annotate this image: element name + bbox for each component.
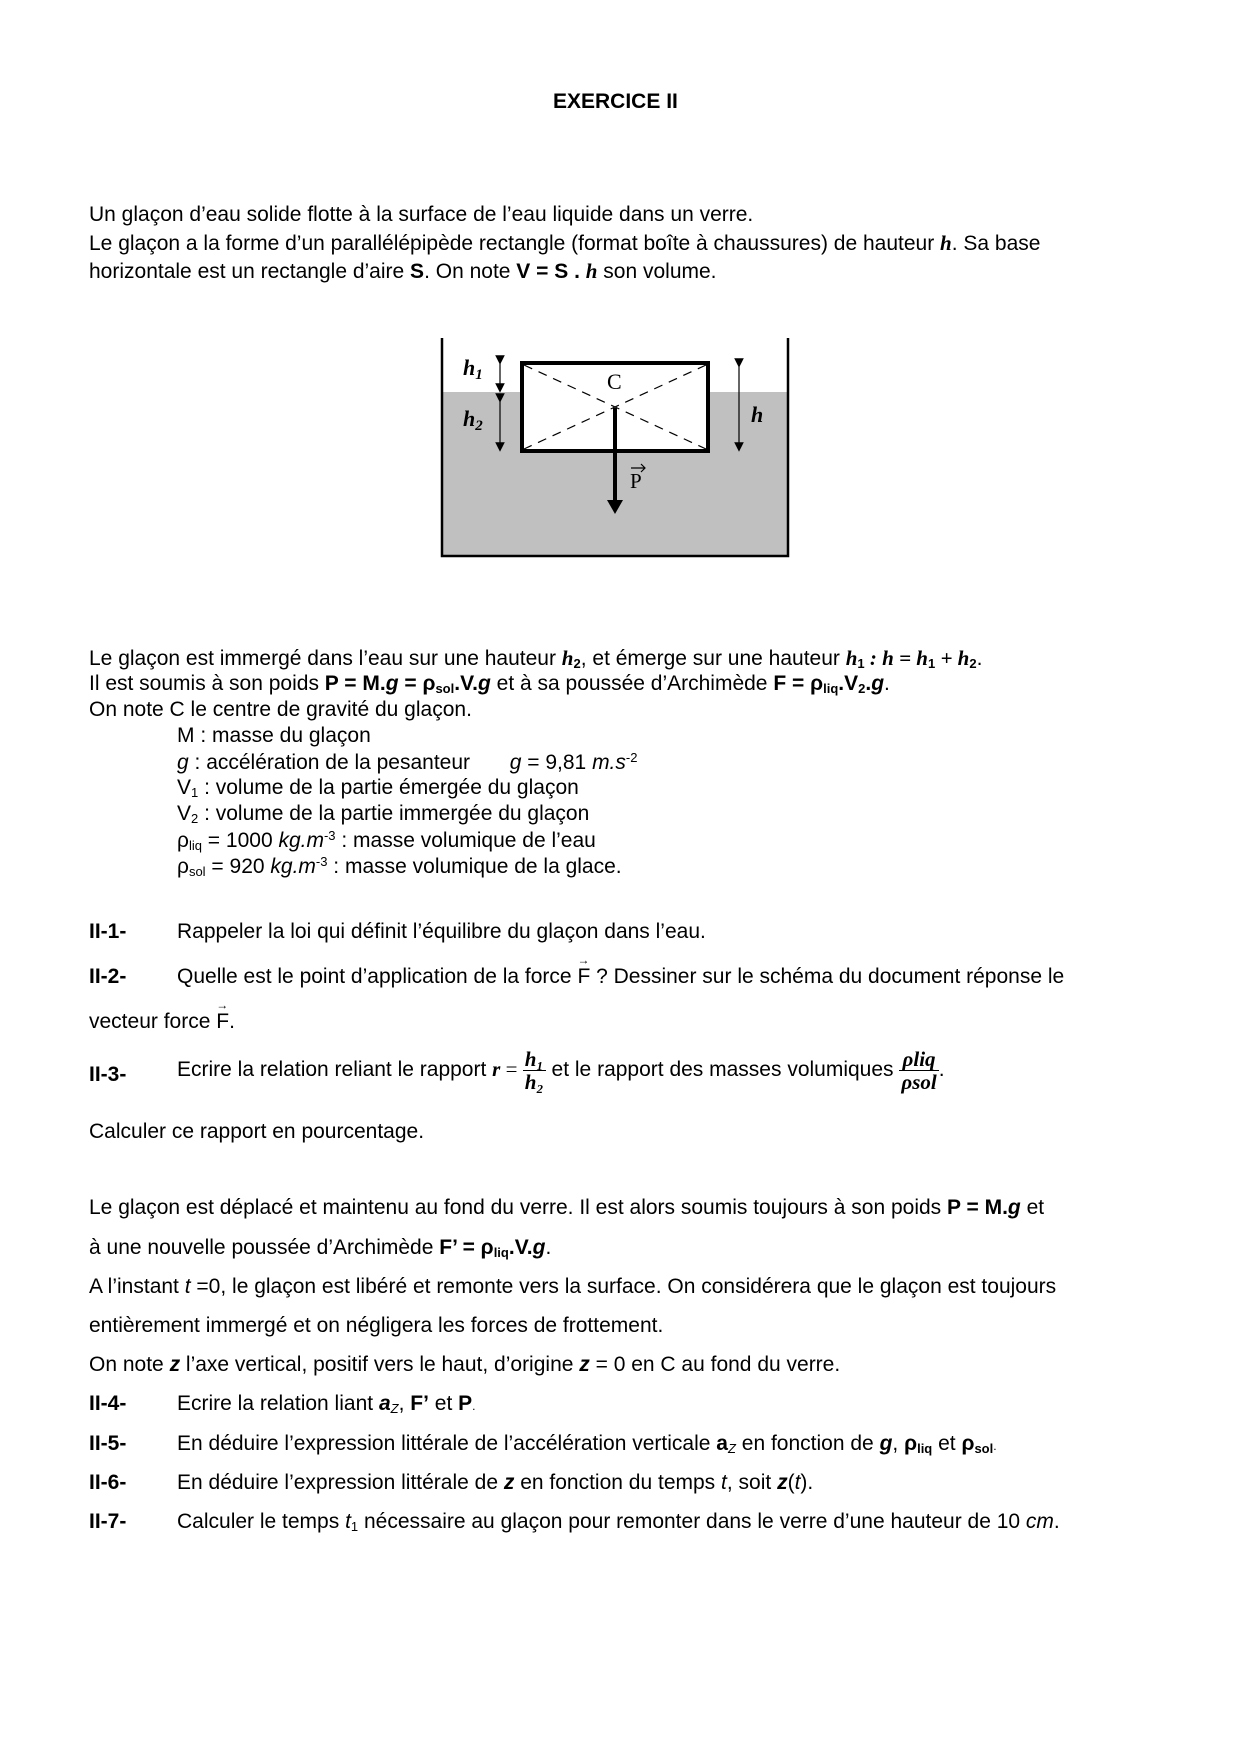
part2-line-3: A l’instant t =0, le glaçon est libéré et remonte vers la surface. On considérera que le glaçon est toujours <box>89 1275 1057 1298</box>
intro-line-3 <box>89 259 717 284</box>
intro-S-symbol: S <box>410 260 425 283</box>
label-h: h <box>751 402 764 427</box>
question-5-text: En déduire l’expression littérale de l’accélération verticale $a_Z$ en fonction de g, $\rho_{liq}$ et $\rho_{sol}$. <box>177 1432 997 1456</box>
intro-line3-text: horizontale est un rectangle d’aire <box>89 260 405 283</box>
question-7-text: Calculer le temps $t_1$ nécessaire au glaçon pour remonter dans le verre d’une hauteur de 10 cm. <box>177 1510 1060 1534</box>
desc-line-2: Il est soumis à son poids $P = M.g = \rho_{sol}.V.g$ et à sa poussée d’Archimède $F = \rho_{liq}.V_2.g$. <box>89 672 890 696</box>
def-M: M : masse du glaçon <box>177 724 371 747</box>
intro-h2-symbol: h <box>585 259 598 283</box>
intro-line3-mid: . On note <box>424 260 511 283</box>
question-3-line-2: Calculer ce rapport en pourcentage. <box>89 1120 425 1143</box>
question-1-number: II-1- <box>89 920 127 943</box>
question-4-number: II-4- <box>89 1392 127 1415</box>
question-7-number: II-7- <box>89 1510 127 1533</box>
def-V2: $V_2$ : volume de la partie immergée du glaçon <box>177 802 590 826</box>
label-P: P <box>630 469 642 493</box>
part2-line-4: entièrement immergé et on négligera les forces de frottement. <box>89 1314 664 1337</box>
def-V1: $V_1$ : volume de la partie émergée du glaçon <box>177 776 579 800</box>
question-1-text: Rappeler la loi qui définit l’équilibre du glaçon dans l’eau. <box>177 920 706 943</box>
desc-line-3: On note C le centre de gravité du glaçon. <box>89 698 472 721</box>
question-6-text: En déduire l’expression littérale de z en fonction du temps t, soit z(t). <box>177 1471 814 1494</box>
question-2-number: II-2- <box>89 965 127 988</box>
question-4-text: Ecrire la relation liant $a_Z$, F’ et P. <box>177 1392 476 1416</box>
question-3-text: Ecrire la relation reliant le rapport r = $\frac{\text{h₁}}{\text{h₂}}$ et le rapport des masses volumiques $\frac{\text{ρliq}}{\text{ρsol}}$ . <box>177 1047 945 1094</box>
intro-h-symbol: h <box>940 231 952 255</box>
question-2-line-2: vecteur force → F. <box>89 1010 235 1034</box>
part2-line-1: Le glaçon est déplacé et maintenu au fond du verre. Il est alors soumis toujours à son poids P = M.g et <box>89 1196 1045 1219</box>
label-h1: h1 <box>463 355 483 383</box>
ratio-h1-h2: $\frac{\text{h₁}}{\text{h₂}}$ <box>524 1047 544 1094</box>
question-5-number: II-5- <box>89 1432 127 1455</box>
def-rho-sol: $\rho_{sol} = 920$ $kg.m^{-3}$ : masse volumique de la glace. <box>177 854 622 879</box>
question-2-text: Quelle est le point d’application de la force → F ? Dessiner sur le schéma du document réponse le <box>177 965 1064 989</box>
part2-line-2: à une nouvelle poussée d’Archimède F’ = $\rho_{liq}.V.g$. <box>89 1236 552 1260</box>
intro-line2-end: . Sa base <box>951 232 1041 255</box>
intro-line2-text: Le glaçon a la forme d’un parallélépipède rectangle (format boîte à chaussures) de hauteur <box>89 232 935 255</box>
question-6-number: II-6- <box>89 1471 127 1494</box>
question-3-number: II-3- <box>89 1063 127 1086</box>
ratio-rho: $\frac{\text{ρliq}}{\text{ρsol}}$ <box>901 1047 937 1094</box>
part2-line-5: On note z l’axe vertical, positif vers le haut, d’origine z = 0 en C au fond du verre. <box>89 1353 841 1376</box>
intro-line-1: Un glaçon d’eau solide flotte à la surface de l’eau liquide dans un verre. <box>89 203 754 226</box>
force-F-vector-2: → F <box>216 1010 229 1034</box>
ice-cube-diagram <box>435 330 795 562</box>
def-g: g : accélération de la pesanteur g = 9,81 $m.s^{-2}$ <box>177 750 638 774</box>
intro-line-2 <box>89 231 1040 256</box>
page-title: EXERCICE II <box>553 90 678 113</box>
intro-line3-end: son volume. <box>597 260 717 283</box>
label-h2: h2 <box>463 406 483 434</box>
intro-V-formula: V = S . <box>516 260 580 283</box>
force-F-vector: → F <box>577 965 590 989</box>
label-C: C <box>607 369 622 394</box>
def-rho-liq: $\rho_{liq} = 1000$ $kg.m^{-3}$ : masse volumique de l’eau <box>177 828 596 853</box>
desc-line-1: Le glaçon est immergé dans l’eau sur une hauteur $h_2$, et émerge sur une hauteur $h_1$ : $h = h_1 + h_2$. <box>89 646 983 671</box>
